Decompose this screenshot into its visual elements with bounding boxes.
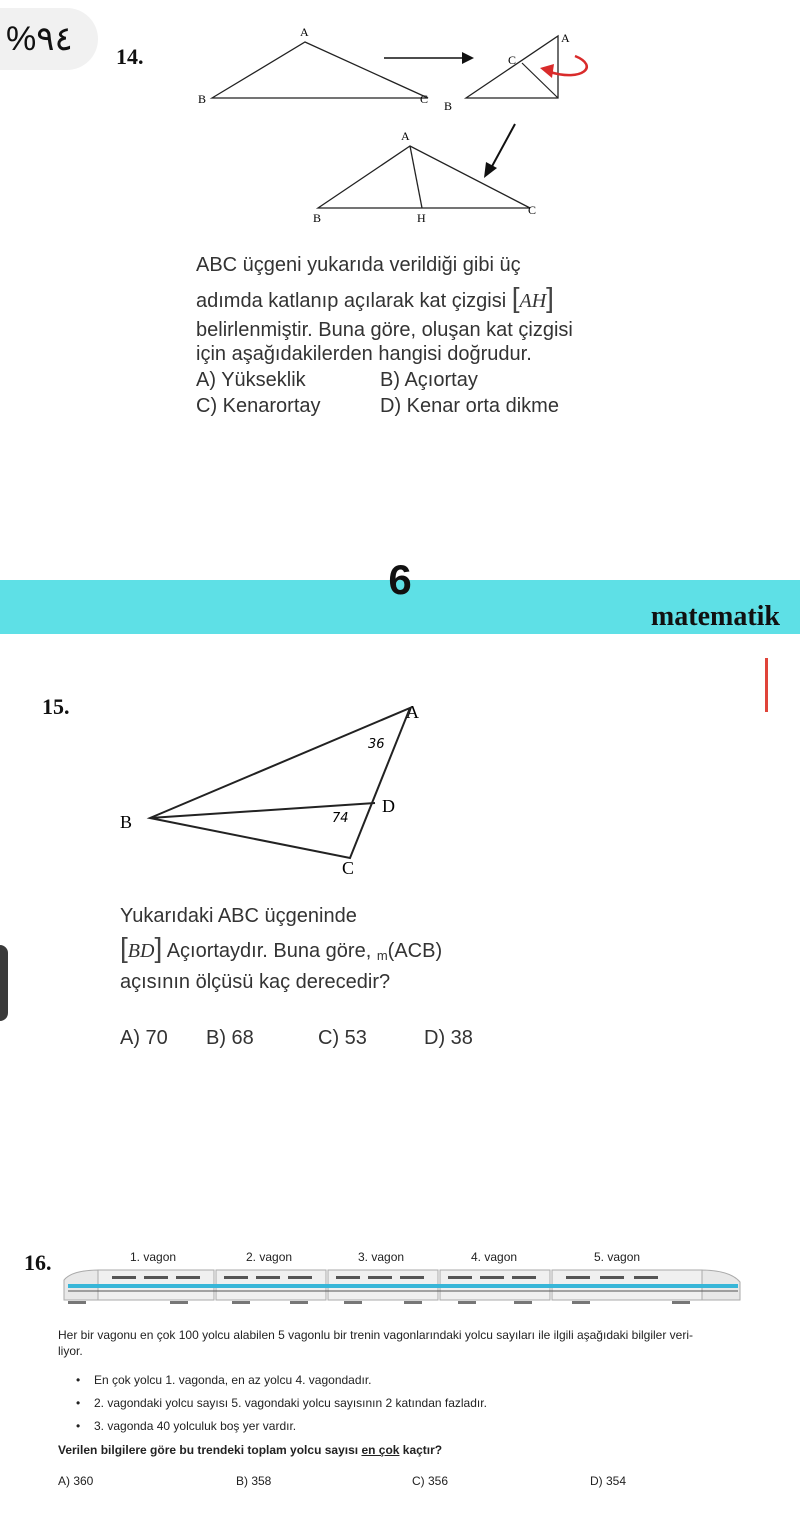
q15-option-d[interactable]: D) 38 [424,1027,473,1049]
label-b3: B [313,211,322,225]
q14-option-c[interactable]: C) Kenarortay [196,395,321,417]
q16-text-line1: Her bir vagonu en çok 100 yolcu alabilen 5 vagonlu bir trenin vagonlarındaki yolcu sayıları ile ilgili aşağıdaki bilgiler veri- [58,1328,694,1342]
q14-text-line2 [196,282,554,313]
question-14-number: 14. [116,44,144,69]
label-c2: C [508,53,517,67]
label-b2: B [444,99,453,113]
q14-text-line3: belirlenmiştir. Buna göre, oluşan kat çizgisi [196,319,573,341]
wagon-label-5: 5. vagon [594,1250,641,1264]
subject-title: matematik [650,601,780,632]
label-a: A [406,702,419,722]
q15-option-b[interactable]: B) 68 [206,1027,254,1049]
question-15-number: 15. [42,694,70,719]
label-b: B [120,812,133,832]
progress-badge: %٩٤ [0,8,98,70]
wagon-label-3: 3. vagon [358,1250,405,1264]
q14-segment-ah: AH [519,290,547,312]
page-number: 6 [388,556,412,603]
q15-text-line2a: Açıortaydır. Buna göre, [166,940,372,962]
q16-question-part-a: Verilen bilgilere göre bu trendeki toplam yolcu sayısı [58,1443,362,1457]
q14-figure [0,0,800,240]
bracket-left: [ [120,932,128,963]
label-d: D [382,796,395,816]
q16-option-a[interactable]: A) 360 [58,1474,94,1488]
q16-option-b[interactable]: B) 358 [236,1474,272,1488]
q16-bullet-2: • 2. vagondaki yolcu sayısı 5. vagondaki yolcu sayısının 2 katından fazladır. [94,1395,487,1411]
label-h3: H [417,211,426,225]
q14-option-d[interactable]: D) Kenar orta dikme [380,395,559,417]
question-16-number: 16. [24,1250,52,1275]
bracket-right: ] [546,282,554,313]
q15-option-c[interactable]: C) 53 [318,1027,367,1049]
q16-question [58,1442,442,1458]
train-stripe [68,1284,738,1288]
wagon-label-1: 1. vagon [130,1250,177,1264]
q14-text-line2a: adımda katlanıp açılarak kat çizgisi [196,290,507,312]
q16-bullet-3: • 3. vagonda 40 yolculuk boş yer vardır. [94,1418,296,1434]
q15-text-line1: Yukarıdaki ABC üçgeninde [120,905,357,927]
q14-option-b[interactable]: B) Açıortay [380,369,478,391]
wagon-label-4: 4. vagon [471,1250,518,1264]
arrow-down-left-icon [490,124,515,170]
label-c: C [342,858,355,878]
arrow-right-head [462,52,474,64]
q15-figure [0,680,800,880]
label-c3: C [528,203,537,217]
q15-measure-m: m [376,948,388,963]
label-b1: B [198,92,207,106]
q16-question-part-b: kaçtır? [399,1443,443,1457]
bracket-left: [ [511,282,520,313]
q15-triangle [150,708,410,858]
train-figure [0,1264,800,1310]
q15-angle-label: (ACB) [387,940,443,962]
q15-text-line2 [120,932,443,968]
angle-a-value: 36 [368,737,385,752]
q16-option-d[interactable]: D) 354 [590,1474,627,1488]
q16-text-line2: liyor. [58,1344,83,1358]
q14-option-a[interactable]: A) Yükseklik [196,369,306,391]
q15-option-a[interactable]: A) 70 [120,1027,168,1049]
label-a3: A [401,129,410,143]
label-a2: A [561,31,570,45]
q15-segment-bd: BD [127,940,155,962]
q14-text-line4: için aşağıdakilerden hangisi doğrudur. [196,343,532,365]
red-fold-arrow-icon [550,56,587,75]
bracket-right: ] [154,932,163,963]
label-c1: C [420,92,429,106]
red-arrow-head [540,64,554,78]
wagon-label-2: 2. vagon [246,1250,293,1264]
q16-bullet-1: • En çok yolcu 1. vagonda, en az yolcu 4. vagondadır. [94,1372,372,1388]
q14-altitude-ah [410,146,422,208]
scroll-handle[interactable] [0,945,8,1021]
q14-text-line1: ABC üçgeni yukarıda verildiği gibi üç [196,254,521,276]
q16-option-c[interactable]: C) 356 [412,1474,449,1488]
train-windows [112,1276,658,1279]
arrow-down-left-head [484,162,497,178]
angle-d-value: 74 [332,811,349,826]
q16-question-underlined: en çok [361,1443,400,1457]
q15-text-line3: açısının ölçüsü kaç derecedir? [120,971,391,993]
label-a1: A [300,25,309,39]
train-wheels [68,1301,690,1304]
q14-triangle-1 [212,42,428,98]
